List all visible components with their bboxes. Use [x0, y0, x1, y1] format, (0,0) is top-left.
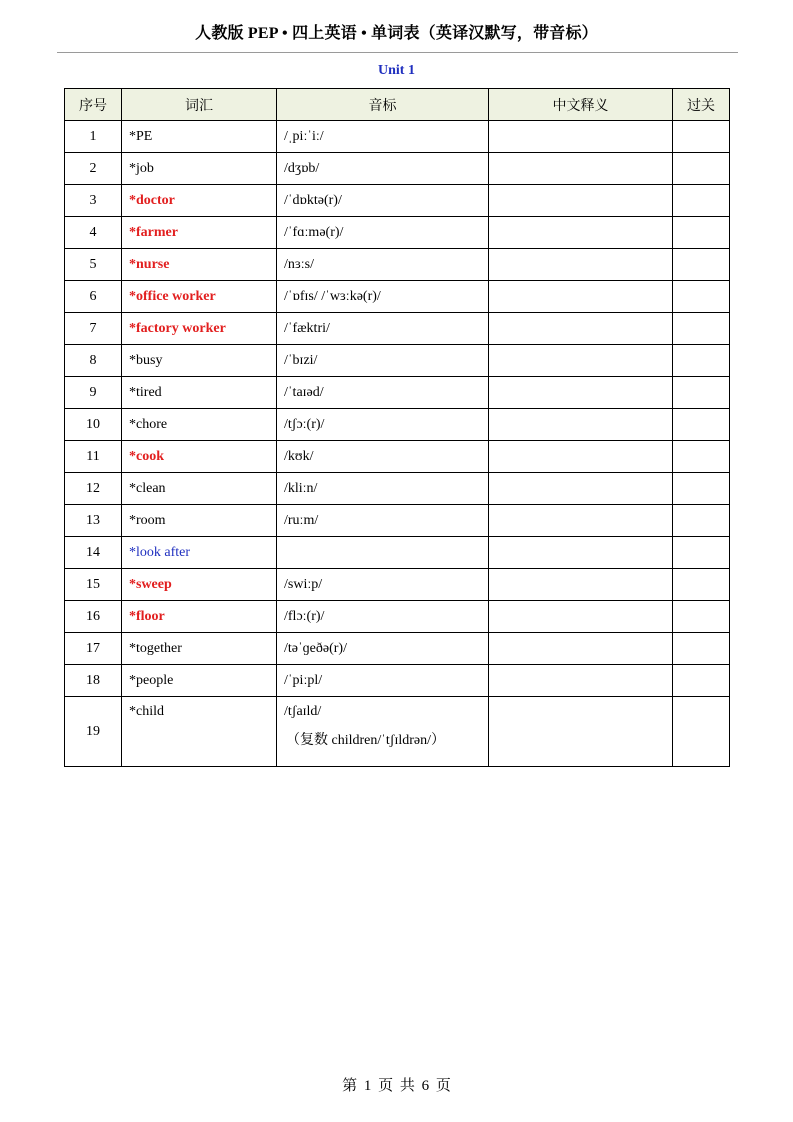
cell-pass-blank — [673, 217, 730, 249]
cell-word — [122, 569, 277, 601]
cell-word — [122, 409, 277, 441]
cell-number: 2 — [65, 153, 122, 185]
cell-meaning-blank — [489, 121, 673, 153]
word-text: *factory worker — [129, 320, 226, 336]
cell-phonetic — [277, 665, 489, 697]
cell-phonetic — [277, 697, 489, 767]
cell-meaning-blank — [489, 505, 673, 537]
table-row — [65, 281, 730, 313]
table-row — [65, 409, 730, 441]
phonetic-text: /təˈɡeðə(r)/ — [284, 640, 347, 656]
cell-phonetic — [277, 217, 489, 249]
cell-word — [122, 665, 277, 697]
cell-word — [122, 537, 277, 569]
table-row — [65, 537, 730, 569]
word-text: *look after — [129, 544, 191, 560]
table-row — [65, 313, 730, 345]
cell-pass-blank — [673, 249, 730, 281]
table-row — [65, 441, 730, 473]
vocabulary-table — [64, 88, 730, 767]
phonetic-text: /ˈfɑːmə(r)/ — [284, 224, 344, 240]
phonetic-text: /swiːp/ — [284, 576, 323, 592]
word-text: *child — [129, 704, 164, 719]
cell-number: 19 — [65, 697, 122, 767]
word-text: *floor — [129, 608, 165, 624]
cell-meaning-blank — [489, 249, 673, 281]
cell-pass-blank — [673, 185, 730, 217]
cell-number: 16 — [65, 601, 122, 633]
cell-meaning-blank — [489, 409, 673, 441]
cell-phonetic — [277, 537, 489, 569]
cell-pass-blank — [673, 345, 730, 377]
cell-meaning-blank — [489, 473, 673, 505]
cell-pass-blank — [673, 633, 730, 665]
cell-meaning-blank — [489, 153, 673, 185]
cell-number: 11 — [65, 441, 122, 473]
phonetic-text: /tʃaɪld/ — [284, 704, 322, 719]
cell-phonetic — [277, 569, 489, 601]
cell-word — [122, 505, 277, 537]
cell-meaning-blank — [489, 441, 673, 473]
word-text: *farmer — [129, 224, 178, 240]
cell-number: 7 — [65, 313, 122, 345]
page-number: 第 1 页 共 6 页 — [342, 1078, 451, 1094]
cell-pass-blank — [673, 569, 730, 601]
table-row — [65, 505, 730, 537]
phonetic-text: /ˈfæktri/ — [284, 320, 330, 336]
phonetic-text: /ˈtaɪəd/ — [284, 384, 324, 400]
cell-word — [122, 601, 277, 633]
cell-meaning-blank — [489, 345, 673, 377]
cell-pass-blank — [673, 409, 730, 441]
table-row — [65, 569, 730, 601]
cell-word — [122, 473, 277, 505]
table-header-row — [65, 89, 730, 121]
word-text: *cook — [129, 448, 164, 464]
cell-meaning-blank — [489, 697, 673, 767]
phonetic-text: /ˈbɪzi/ — [284, 352, 318, 368]
table-row — [65, 697, 730, 767]
cell-meaning-blank — [489, 313, 673, 345]
word-text: *nurse — [129, 256, 170, 272]
cell-meaning-blank — [489, 281, 673, 313]
header-divider — [57, 52, 738, 53]
vocabulary-table-body — [65, 121, 730, 767]
table-row — [65, 249, 730, 281]
column-header-ipa: 音标 — [277, 89, 489, 121]
cell-word — [122, 313, 277, 345]
cell-meaning-blank — [489, 665, 673, 697]
cell-pass-blank — [673, 153, 730, 185]
cell-phonetic — [277, 409, 489, 441]
phonetic-text: /kʊk/ — [284, 448, 314, 464]
cell-word — [122, 153, 277, 185]
cell-number: 8 — [65, 345, 122, 377]
phonetic-text: /ˈdɒktə(r)/ — [284, 192, 342, 208]
phonetic-text: /flɔː(r)/ — [284, 608, 325, 624]
cell-pass-blank — [673, 313, 730, 345]
cell-phonetic — [277, 377, 489, 409]
word-text: *busy — [129, 352, 163, 368]
page-header-title: 人教版 PEP • 四上英语 • 单词表（英译汉默写，带音标） — [195, 25, 598, 42]
cell-pass-blank — [673, 121, 730, 153]
cell-phonetic — [277, 313, 489, 345]
phonetic-text: /ˌpiːˈiː/ — [284, 128, 324, 144]
cell-word — [122, 633, 277, 665]
cell-number: 1 — [65, 121, 122, 153]
table-row — [65, 377, 730, 409]
cell-meaning-blank — [489, 569, 673, 601]
cell-number: 6 — [65, 281, 122, 313]
table-row — [65, 473, 730, 505]
cell-pass-blank — [673, 697, 730, 767]
phonetic-text: /ruːm/ — [284, 512, 319, 528]
table-row — [65, 345, 730, 377]
cell-phonetic — [277, 153, 489, 185]
word-text: *office worker — [129, 288, 216, 304]
table-row — [65, 601, 730, 633]
phonetic-plural-note: （复数 children/ˈtʃɪldrən/） — [286, 733, 446, 748]
cell-phonetic — [277, 249, 489, 281]
word-text: *PE — [129, 128, 153, 144]
cell-number: 5 — [65, 249, 122, 281]
word-text: *doctor — [129, 192, 175, 208]
cell-number: 18 — [65, 665, 122, 697]
cell-meaning-blank — [489, 377, 673, 409]
cell-phonetic — [277, 121, 489, 153]
word-text: *sweep — [129, 576, 172, 592]
word-text: *clean — [129, 480, 166, 496]
column-header-word: 词汇 — [122, 89, 277, 121]
cell-phonetic — [277, 441, 489, 473]
cell-phonetic — [277, 473, 489, 505]
word-text: *room — [129, 512, 166, 528]
word-text: *people — [129, 672, 174, 688]
cell-phonetic — [277, 281, 489, 313]
word-text: *together — [129, 640, 182, 656]
cell-phonetic — [277, 345, 489, 377]
cell-phonetic — [277, 505, 489, 537]
cell-meaning-blank — [489, 217, 673, 249]
cell-word — [122, 121, 277, 153]
cell-meaning-blank — [489, 601, 673, 633]
word-text: *tired — [129, 384, 162, 400]
cell-number: 4 — [65, 217, 122, 249]
word-text: *chore — [129, 416, 168, 432]
column-header-pass: 过关 — [673, 89, 730, 121]
cell-word — [122, 697, 277, 767]
table-row — [65, 185, 730, 217]
phonetic-text: /ˈpiːpl/ — [284, 672, 323, 688]
phonetic-text: /kliːn/ — [284, 480, 318, 496]
cell-phonetic — [277, 601, 489, 633]
cell-number: 12 — [65, 473, 122, 505]
cell-number: 3 — [65, 185, 122, 217]
cell-phonetic — [277, 633, 489, 665]
table-row — [65, 153, 730, 185]
cell-number: 17 — [65, 633, 122, 665]
cell-pass-blank — [673, 441, 730, 473]
cell-meaning-blank — [489, 537, 673, 569]
cell-pass-blank — [673, 505, 730, 537]
column-header-no: 序号 — [65, 89, 122, 121]
cell-pass-blank — [673, 537, 730, 569]
unit-title: Unit 1 — [378, 63, 415, 78]
cell-word — [122, 249, 277, 281]
cell-number: 9 — [65, 377, 122, 409]
cell-pass-blank — [673, 377, 730, 409]
cell-word — [122, 185, 277, 217]
cell-phonetic — [277, 185, 489, 217]
cell-number: 15 — [65, 569, 122, 601]
table-row — [65, 217, 730, 249]
table-row — [65, 665, 730, 697]
phonetic-text: /dʒɒb/ — [284, 160, 320, 176]
cell-pass-blank — [673, 665, 730, 697]
cell-pass-blank — [673, 473, 730, 505]
cell-word — [122, 217, 277, 249]
phonetic-text: /tʃɔː(r)/ — [284, 416, 325, 432]
cell-word — [122, 441, 277, 473]
cell-pass-blank — [673, 601, 730, 633]
cell-meaning-blank — [489, 633, 673, 665]
cell-number: 14 — [65, 537, 122, 569]
phonetic-text: /nɜːs/ — [284, 256, 314, 272]
cell-word — [122, 281, 277, 313]
cell-pass-blank — [673, 281, 730, 313]
table-row — [65, 633, 730, 665]
table-row — [65, 121, 730, 153]
phonetic-text: /ˈɒfɪs/ /ˈwɜːkə(r)/ — [284, 288, 381, 304]
cell-number: 10 — [65, 409, 122, 441]
cell-number: 13 — [65, 505, 122, 537]
cell-word — [122, 345, 277, 377]
cell-word — [122, 377, 277, 409]
cell-meaning-blank — [489, 185, 673, 217]
word-text: *job — [129, 160, 154, 176]
column-header-meaning: 中文释义 — [489, 89, 673, 121]
